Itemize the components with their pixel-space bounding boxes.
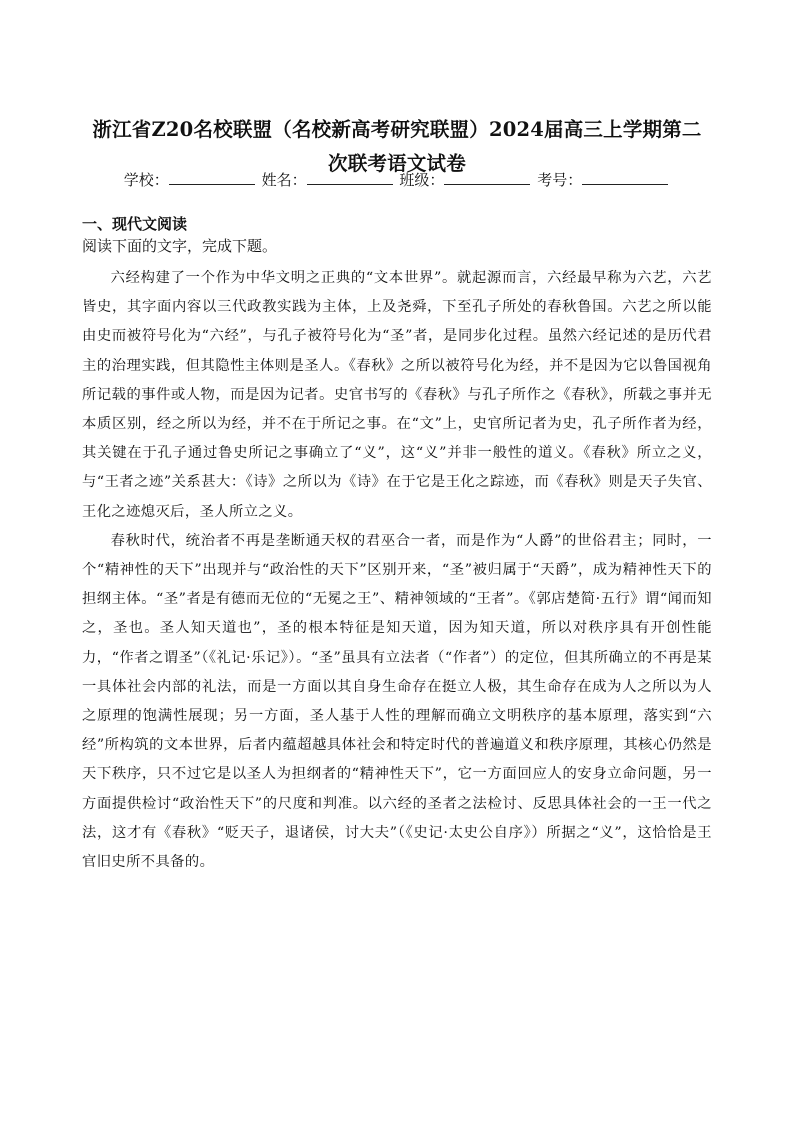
reading-passage	[82, 264, 712, 877]
exam-number-blank[interactable]	[582, 170, 668, 185]
school-field	[124, 170, 257, 190]
section-heading: 一、现代文阅读	[82, 215, 188, 233]
class-field	[399, 170, 532, 190]
exam-title: 浙江省Z20名校联盟（名校新高考研究联盟）2024届高三上学期第二次联考语文试卷	[92, 118, 702, 176]
student-info-row	[0, 170, 794, 190]
name-field	[262, 170, 395, 190]
name-label: 姓名：	[261, 171, 307, 189]
name-blank[interactable]	[307, 170, 393, 185]
class-blank[interactable]	[444, 170, 530, 185]
section-instruction: 阅读下面的文字，完成下题。	[82, 237, 278, 255]
passage-paragraph-2: 春秋时代，统治者不再是垄断通天权的君巫合一者，而是作为“人爵”的世俗君主；同时，一个“精神性的天下”出现并与“政治性的天下”区别开来，“圣”被归属于“天爵”，成为精神性天下的担纲主体。“圣”者是有德而无位的“无冕之王”、精神领域的“王者”。《郭店楚简·五行》谓“闻而知之，圣也。圣人知天道也”，圣的根本特征是知天道，因为知天道，所以对秩序具有开创性能力，“作者之谓圣”（《礼记·乐记》）。“圣”虽具有立法者（“作者”）的定位，但其所确立的不再是某一具体社会内部的礼法，而是一方面以其自身生命存在挺立人极，其生命存在成为人之所以为人之原理的饱满性展现；另一方面，圣人基于人性的理解而确立文明秩序的基本原理，落实到“六经”所构筑的文本世界，后者内蕴超越具体社会和特定时代的普遍道义和秩序原理，其核心仍然是天下秩序，只不过它是以圣人为担纲者的“精神性天下”，它一方面回应人的安身立命问题，另一方面提供检讨“政治性天下”的尺度和判准。以六经的圣者之法检讨、反思具体社会的一王一代之法，这才有《春秋》“贬天子，退诸侯，讨大夫”（《史记·太史公自序》）所据之“义”，这恰恰是王官旧史所不具备的。	[82, 532, 712, 871]
exam-number-field	[537, 170, 670, 190]
class-label: 班级：	[399, 171, 445, 189]
passage-paragraph-1: 六经构建了一个作为中华文明之正典的“文本世界”。就起源而言，六经最早称为六艺，六艺皆史，其字面内容以三代政教实践为主体，上及尧舜，下至孔子所处的春秋鲁国。六艺之所以能由史而被符号化为“六经”，与孔子被符号化为“圣”者，是同步化过程。虽然六经记述的是历代君主的治理实践，但其隐性主体则是圣人。《春秋》之所以被符号化为经，并不是因为它以鲁国视角所记载的事件或人物，而是因为记者。史官书写的《春秋》与孔子所作之《春秋》，所载之事并无本质区别，经之所以为经，并不在于所记之事。在“文”上，史官所记者为史，孔子所作者为经，其关键在于孔子通过鲁史所记之事确立了“义”，这“义”并非一般性的道义。《春秋》所立之义，与“王者之迹”关系甚大：《诗》之所以为《诗》在于它是王化之踪迹，而《春秋》则是天子失官、王化之迹熄灭后，圣人所立之义。	[82, 270, 712, 520]
exam-number-label: 考号：	[537, 171, 583, 189]
school-label: 学校：	[123, 171, 169, 189]
school-blank[interactable]	[169, 170, 255, 185]
